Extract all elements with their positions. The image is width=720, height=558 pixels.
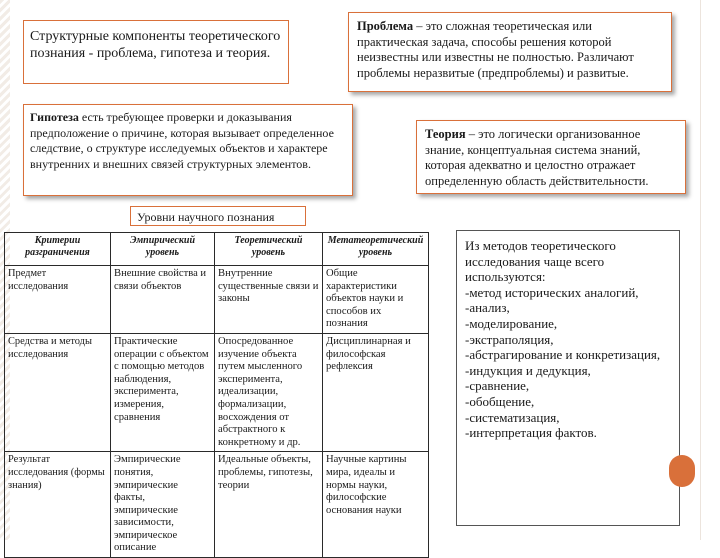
table-header-cell: Критерии разграничения	[5, 233, 111, 266]
methods-box	[456, 230, 680, 526]
table-row	[5, 333, 429, 451]
table-cell: Предмет исследования	[5, 266, 111, 334]
methods-item: -экстраполяция,	[465, 331, 554, 347]
decorative-circle	[669, 455, 695, 487]
methods-item: -обобщение,	[465, 393, 535, 409]
table-cell: Средства и методы исследования	[5, 333, 111, 451]
problem-text: – это сложная теоретическая или практическая задача, способы решения которой неизвестны или известны не полностью. Различают проблемы неразвитые (предпроблемы) и развитые.	[357, 19, 634, 80]
table-header-cell: Эмпирический уровень	[111, 233, 215, 266]
methods-item: -индукция и дедукция,	[465, 362, 591, 378]
methods-intro: Из методов теоретического исследования чаще всего используются:	[465, 238, 616, 285]
theory-term: Теория	[425, 127, 466, 141]
table-cell: Дисциплинарная и философская рефлексия	[323, 333, 429, 451]
problem-term: Проблема	[357, 19, 414, 33]
levels-label-box	[130, 206, 306, 226]
hypothesis-term: Гипотеза	[30, 110, 79, 124]
table-cell: Идеальные объекты, проблемы, гипотезы, теории	[215, 452, 323, 558]
theory-box	[416, 120, 686, 194]
components-text: Структурные компоненты теоретического познания - проблема, гипотеза и теория.	[30, 29, 281, 61]
methods-item: -моделирование,	[465, 315, 558, 331]
levels-label: Уровни научного познания	[137, 210, 275, 224]
components-box	[23, 20, 289, 84]
table-cell: Внутренние существенные связи и законы	[215, 266, 323, 334]
problem-box	[348, 12, 672, 92]
table-cell: Практические операции с объектом с помощью методов наблюдения, эксперимента, измерения, сравнения	[111, 333, 215, 451]
table-header-row	[5, 233, 429, 266]
table-header-cell: Метатеоретический уровень	[323, 233, 429, 266]
methods-item: -анализ,	[465, 300, 510, 316]
table-cell: Результат исследования (формы знания)	[5, 452, 111, 558]
table-header-cell: Теоретический уровень	[215, 233, 323, 266]
table-row	[5, 266, 429, 334]
theory-text: – это логически организованное знание, концептуальная система знаний, которая адекватно и целостно отражает определенную область действительности.	[425, 127, 649, 188]
table-cell: Общие характеристики объектов науки и способов их познания	[323, 266, 429, 334]
slide-frame-line	[700, 0, 701, 540]
table-cell: Эмпирические понятия, эмпирические факты, эмпирические зависимости, эмпирическое описание	[111, 452, 215, 558]
methods-item: -абстрагирование и конкретизация,	[465, 347, 661, 363]
hypothesis-box	[23, 104, 353, 196]
methods-item: -систематизация,	[465, 409, 560, 425]
table-cell: Научные картины мира, идеалы и нормы науки, философские основания науки	[323, 452, 429, 558]
methods-item: -интерпретация фактов.	[465, 425, 597, 441]
methods-item: -сравнение,	[465, 378, 530, 394]
methods-item: -метод исторических аналогий,	[465, 284, 639, 300]
table-row	[5, 452, 429, 558]
hypothesis-text: есть требующее проверки и доказывания предположение о причине, которая вызывает определенное следствие, о структуре исследуемых объектов и характере внутренних и внешних связей структурных элементов.	[30, 110, 334, 171]
levels-table	[4, 232, 429, 558]
table-cell: Опосредованное изучение объекта путем мысленного эксперимента, идеализации, формализации, восхождения от абстрактного к конкретному и др.	[215, 333, 323, 451]
table-cell: Внешние свойства и связи объектов	[111, 266, 215, 334]
